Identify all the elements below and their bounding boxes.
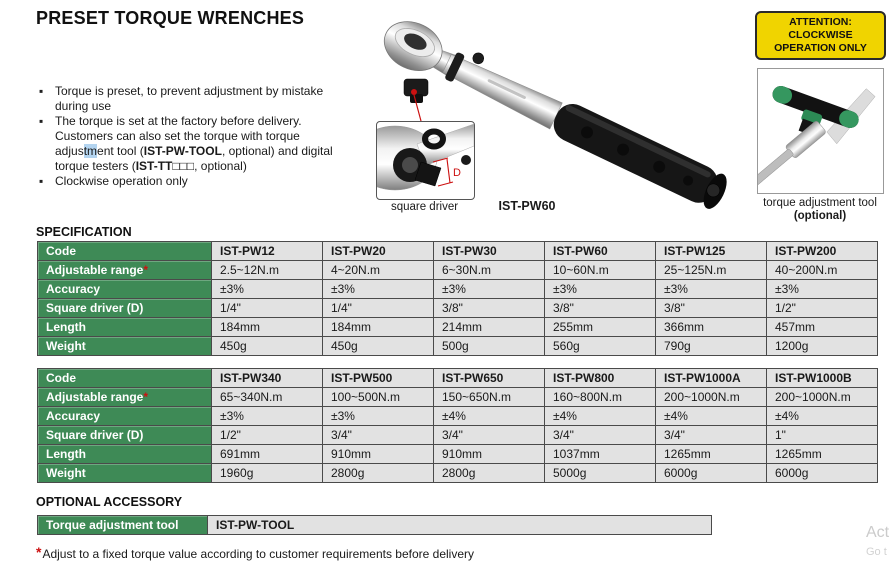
text-selection-highlight: tm	[83, 144, 98, 158]
spec-row	[38, 299, 878, 318]
watermark-line2: Go t	[866, 546, 887, 558]
spec-row	[38, 261, 878, 280]
spec-cell: ±3%	[545, 280, 656, 299]
asterisk-mark: *	[143, 390, 149, 404]
activation-watermark	[866, 524, 889, 558]
asterisk-mark: *	[36, 544, 42, 560]
spec-cell: ±3%	[323, 280, 434, 299]
spec-cell: ±4%	[656, 407, 767, 426]
spec-cell: ±4%	[767, 407, 878, 426]
spec-cell: 450g	[212, 337, 323, 356]
spec-cell: IST-PW650	[434, 369, 545, 388]
optional-accessory-table	[37, 515, 712, 535]
spec-cell: ±3%	[212, 407, 323, 426]
spec-cell: ±4%	[434, 407, 545, 426]
spec-cell: 790g	[656, 337, 767, 356]
spec-cell: 10~60N.m	[545, 261, 656, 280]
row-label: Length	[38, 318, 212, 337]
spec-cell: IST-PW340	[212, 369, 323, 388]
spec-cell: IST-PW125	[656, 242, 767, 261]
spec-cell: IST-PW30	[434, 242, 545, 261]
spec-cell: 1"	[767, 426, 878, 445]
spec-cell: 100~500N.m	[323, 388, 434, 407]
spec-row	[38, 407, 878, 426]
spec-row	[38, 369, 878, 388]
callout-dot	[411, 89, 417, 95]
feature-list	[38, 84, 352, 189]
row-label: Weight	[38, 464, 212, 483]
spec-cell: 691mm	[212, 445, 323, 464]
spec-cell: ±3%	[212, 280, 323, 299]
tool-caption-line: torque adjustment tool	[763, 197, 877, 209]
spec-row	[38, 388, 878, 407]
spec-cell: 1/4"	[323, 299, 434, 318]
watermark-line1: Act	[866, 524, 890, 541]
accessory-row	[38, 516, 712, 535]
spec-cell: 3/4"	[434, 426, 545, 445]
accessory-label: Torque adjustment tool	[38, 516, 208, 535]
bullet-text: Torque is preset, to prevent adjustment by mistake during use	[55, 84, 324, 113]
row-label: Accuracy	[38, 407, 212, 426]
spec-cell: 3/8"	[656, 299, 767, 318]
spec-row	[38, 426, 878, 445]
bullet-text: Clockwise operation only	[55, 174, 188, 188]
asterisk-mark: *	[143, 263, 149, 277]
model-code-inline: IST-TT□□□	[135, 159, 195, 173]
spec-cell: IST-PW200	[767, 242, 878, 261]
optional-accessory-heading: OPTIONAL ACCESSORY	[36, 495, 183, 509]
spec-cell: 910mm	[323, 445, 434, 464]
specification-heading: SPECIFICATION	[36, 225, 132, 239]
accessory-value: IST-PW-TOOL	[208, 516, 712, 535]
spec-cell: 2800g	[434, 464, 545, 483]
spec-row	[38, 464, 878, 483]
row-label: Square driver (D)	[38, 426, 212, 445]
spec-cell: 3/4"	[656, 426, 767, 445]
spec-cell: IST-PW500	[323, 369, 434, 388]
spec-cell: 560g	[545, 337, 656, 356]
spec-cell: 1265mm	[656, 445, 767, 464]
spec-table-2	[37, 368, 878, 483]
spec-cell: 1037mm	[545, 445, 656, 464]
row-label: Code	[38, 369, 212, 388]
spec-table-1	[37, 241, 878, 356]
spec-cell: 1200g	[767, 337, 878, 356]
spec-cell: 366mm	[656, 318, 767, 337]
spec-cell: 1/4"	[212, 299, 323, 318]
footnote	[36, 544, 474, 561]
spec-cell: 3/4"	[545, 426, 656, 445]
row-label: Weight	[38, 337, 212, 356]
spec-cell: 3/4"	[323, 426, 434, 445]
spec-cell: 184mm	[323, 318, 434, 337]
row-label: Adjustable range*	[38, 388, 212, 407]
spec-cell: 1960g	[212, 464, 323, 483]
spec-cell: IST-PW1000B	[767, 369, 878, 388]
spec-cell: 2800g	[323, 464, 434, 483]
list-item	[38, 84, 352, 114]
spec-cell: 1/2"	[212, 426, 323, 445]
spec-cell: 160~800N.m	[545, 388, 656, 407]
spec-cell: 1/2"	[767, 299, 878, 318]
spec-row	[38, 242, 878, 261]
row-label: Square driver (D)	[38, 299, 212, 318]
spec-cell: ±3%	[656, 280, 767, 299]
list-item	[38, 114, 352, 174]
spec-row	[38, 337, 878, 356]
model-code-inline: IST-PW-TOOL	[143, 144, 222, 158]
adjustment-tool-caption	[745, 197, 894, 223]
page-title: PRESET TORQUE WRENCHES	[36, 8, 305, 28]
square-driver-caption: square driver	[390, 201, 459, 213]
spec-cell: ±3%	[434, 280, 545, 299]
spec-cell: IST-PW1000A	[656, 369, 767, 388]
spec-cell: 3/8"	[545, 299, 656, 318]
spec-cell: 910mm	[434, 445, 545, 464]
list-item	[38, 174, 352, 189]
spec-cell: ±3%	[767, 280, 878, 299]
row-label: Code	[38, 242, 212, 261]
footnote-text: Adjust to a fixed torque value according to customer requirements before delivery	[42, 547, 475, 561]
spec-cell: ±4%	[545, 407, 656, 426]
spec-cell: 40~200N.m	[767, 261, 878, 280]
adjustment-tool-image	[757, 68, 884, 194]
spec-cell: IST-PW12	[212, 242, 323, 261]
spec-cell: 200~1000N.m	[767, 388, 878, 407]
spec-cell: 5000g	[545, 464, 656, 483]
spec-cell: ±3%	[323, 407, 434, 426]
spec-cell: 150~650N.m	[434, 388, 545, 407]
bullet-text: The torque is set at the factory before delivery. Customers can also set the torque with torque adjustment tool (IST-PW-TOOL, optional) and digital torque testers (IST-TT□□□, optional)	[55, 114, 333, 173]
spec-cell: IST-PW20	[323, 242, 434, 261]
spec-cell: 25~125N.m	[656, 261, 767, 280]
spec-cell: 450g	[323, 337, 434, 356]
tool-caption-optional: (optional)	[793, 210, 847, 222]
spec-cell: IST-PW800	[545, 369, 656, 388]
spec-cell: 2.5~12N.m	[212, 261, 323, 280]
spec-cell: 6~30N.m	[434, 261, 545, 280]
row-label: Adjustable range*	[38, 261, 212, 280]
square-driver-inset	[376, 121, 475, 200]
spec-cell: 6000g	[767, 464, 878, 483]
spec-cell: 184mm	[212, 318, 323, 337]
spec-cell: 500g	[434, 337, 545, 356]
spec-cell: 457mm	[767, 318, 878, 337]
spec-cell: 1265mm	[767, 445, 878, 464]
spec-cell: 6000g	[656, 464, 767, 483]
spec-row	[38, 445, 878, 464]
spec-cell: 214mm	[434, 318, 545, 337]
row-label: Length	[38, 445, 212, 464]
attention-badge-line2: OPERATION ONLY	[774, 42, 867, 54]
row-label: Accuracy	[38, 280, 212, 299]
spec-row	[38, 280, 878, 299]
spec-cell: 255mm	[545, 318, 656, 337]
dimension-label: D	[453, 167, 461, 179]
model-label: IST-PW60	[498, 199, 556, 213]
spec-cell: 3/8"	[434, 299, 545, 318]
attention-badge-line1: ATTENTION: CLOCKWISE	[788, 16, 853, 41]
spec-row	[38, 318, 878, 337]
spec-cell: 65~340N.m	[212, 388, 323, 407]
spec-cell: 200~1000N.m	[656, 388, 767, 407]
spec-cell: 4~20N.m	[323, 261, 434, 280]
spec-cell: IST-PW60	[545, 242, 656, 261]
